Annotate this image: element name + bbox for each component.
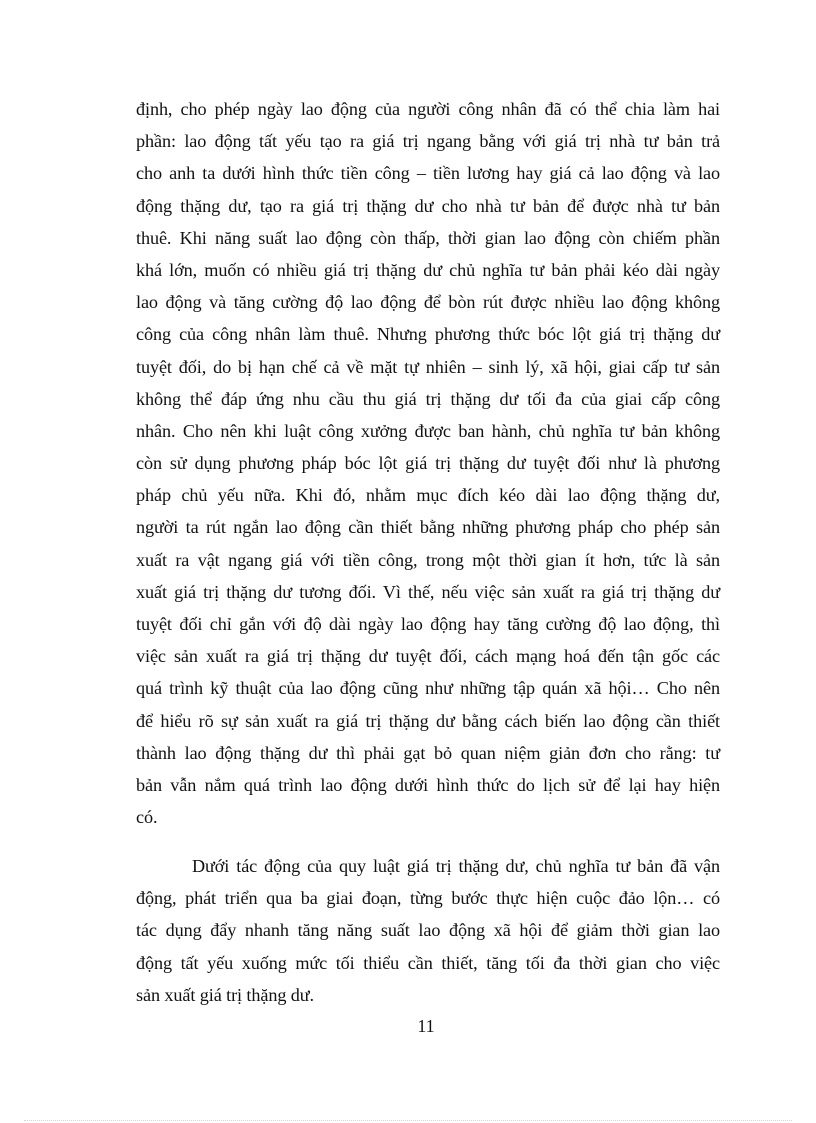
page-number: 11 — [417, 1016, 435, 1036]
text-line: định, cho phép ngày lao động của người công nhân đã có thể chia làm hai — [136, 99, 720, 119]
text-line: nhân. Cho nên khi luật công xưởng được ban hành, chủ nghĩa tư bản không — [136, 420, 720, 441]
text-line: không thể đáp ứng nhu cầu thu giá trị thặng dư tối đa của giai cấp công — [136, 388, 720, 409]
text-line: có. — [136, 807, 158, 828]
text-line: cho anh ta dưới hình thức tiền công – tiền lương hay giá cả lao động và lao — [136, 163, 720, 184]
text-line: thuê. Khi năng suất lao động còn thấp, thời gian lao động còn chiếm phần — [136, 227, 720, 248]
text-line: bản vẫn nắm quá trình lao động dưới hình thức do lịch sử để lại hay hiện — [136, 774, 720, 795]
text-line: sản xuất giá trị thặng dư. — [136, 984, 314, 1005]
paragraph-2 — [136, 850, 720, 1011]
text-line: phần: lao động tất yếu tạo ra giá trị ngang bằng với giá trị nhà tư bản trả — [136, 131, 720, 152]
text-line: xuất giá trị thặng dư tương đối. Vì thế, nếu việc sản xuất ra giá trị thặng dư — [136, 581, 720, 602]
text-line: động thặng dư, tạo ra giá trị thặng dư cho nhà tư bản để được nhà tư bản — [136, 195, 720, 216]
paragraph-1 — [136, 93, 720, 833]
text-line: Dưới tác động của quy luật giá trị thặng dư, chủ nghĩa tư bản đã vận — [192, 856, 720, 876]
text-line: động, phát triển qua ba giai đoạn, từng bước thực hiện cuộc đảo lộn… có — [136, 888, 720, 909]
text-line: để hiểu rõ sự sản xuất ra giá trị thặng dư bằng cách biến lao động cần thiết — [136, 710, 720, 731]
text-line: tuyệt đối, do bị hạn chế cả về mặt tự nhiên – sinh lý, xã hội, giai cấp tư sản — [136, 356, 720, 377]
text-line: còn sử dụng phương pháp bóc lột giá trị thặng dư tuyệt đối như là phương — [136, 453, 720, 474]
text-line: lao động và tăng cường độ lao động để bòn rút được nhiều lao động không — [136, 292, 720, 313]
text-line: quá trình kỹ thuật của lao động cũng như những tập quán xã hội… Cho nên — [136, 678, 720, 699]
text-line: việc sản xuất ra giá trị thặng dư tuyệt đối, cách mạng hoá đến tận gốc các — [136, 646, 720, 667]
text-line: động tất yếu xuống mức tối thiểu cần thiết, tăng tối đa thời gian cho việc — [136, 952, 720, 973]
text-line: công của công nhân làm thuê. Nhưng phương thức bóc lột giá trị thặng dư — [136, 324, 720, 345]
text-line: thành lao động thặng dư thì phải gạt bỏ quan niệm giản đơn cho rằng: tư — [136, 742, 720, 763]
page-edge-divider — [24, 1120, 792, 1121]
text-line: người ta rút ngắn lao động cần thiết bằng những phương pháp cho phép sản — [136, 517, 720, 538]
text-line: pháp chủ yếu nữa. Khi đó, nhằm mục đích kéo dài lao động thặng dư, — [136, 485, 720, 506]
text-line: tác dụng đẩy nhanh tăng năng suất lao động xã hội để giảm thời gian lao — [136, 920, 720, 941]
text-line: xuất ra vật ngang giá với tiền công, trong một thời gian ít hơn, tức là sản — [136, 549, 720, 570]
text-line: khá lớn, muốn có nhiều giá trị thặng dư chủ nghĩa tư bản phải kéo dài ngày — [136, 259, 720, 280]
text-line: tuyệt đối chỉ gắn với độ dài ngày lao động hay tăng cường độ lao động, thì — [136, 614, 720, 634]
